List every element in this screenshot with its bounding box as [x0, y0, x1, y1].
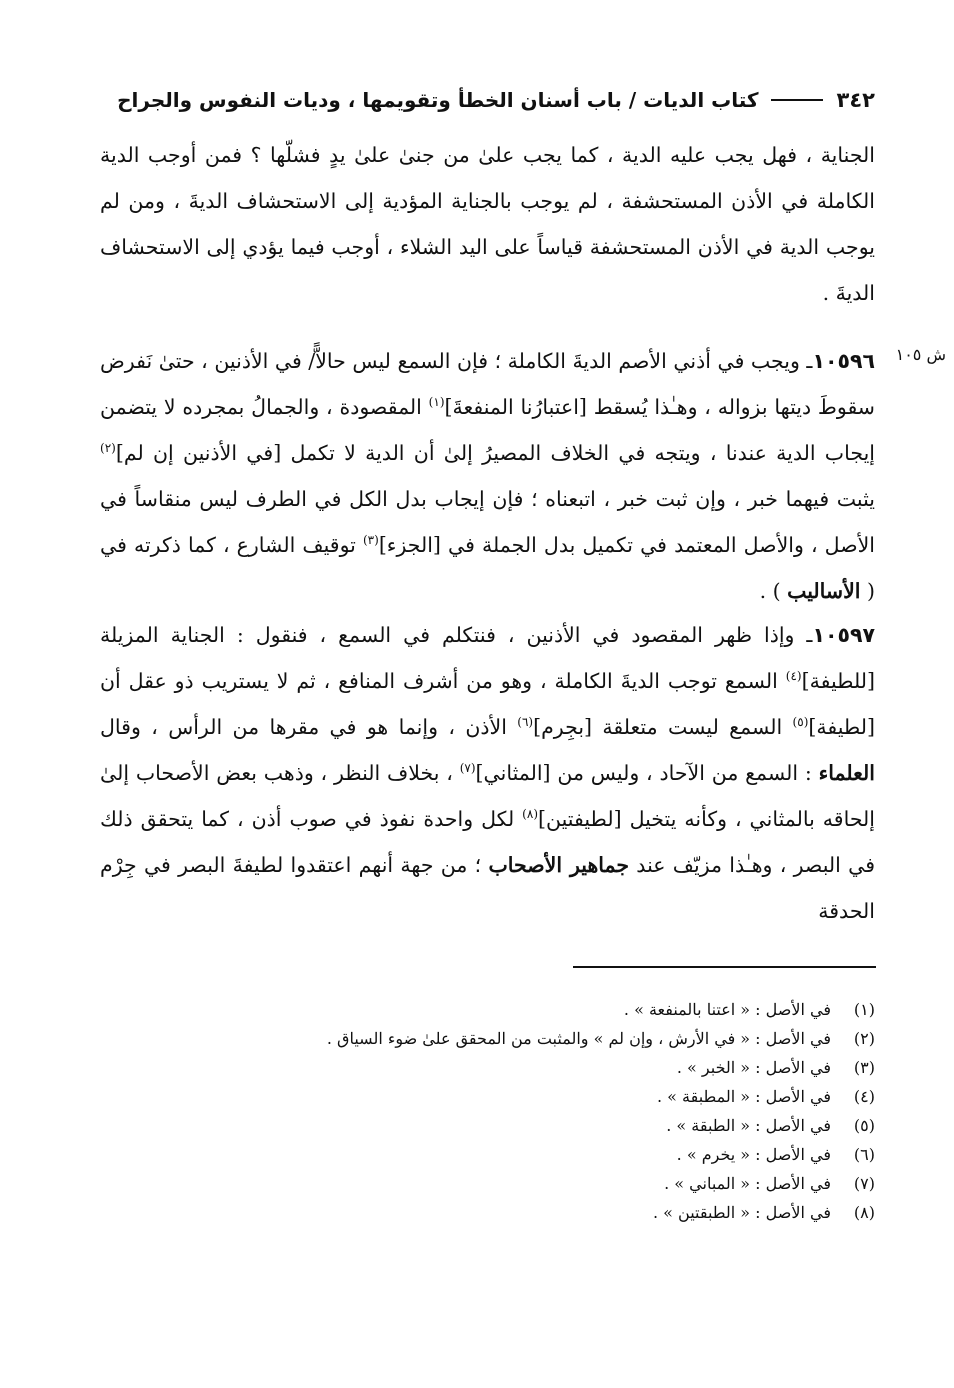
header-dash [771, 99, 823, 101]
text-segment: المقصودة ، والجمالُ بمجرده لا يتضمن إيجاب الدية عندنا ، ويتجه في الخلاف المصيرُ إلىٰ أن الدية لا تكمل [في الأذنين إن لم] [100, 395, 875, 465]
footnote-ref-3[interactable]: (٣) [362, 533, 379, 548]
footnote-text: في الأصل : « الطبقتين » . [652, 1203, 831, 1222]
text-segment: ، بخلاف النظر ، وذهب بعض الأصحاب إلىٰ إلحاقه بالمثاني ، وكأنه يتخيل [لطيفتين] [100, 761, 875, 831]
text-segment: ) . [759, 579, 788, 603]
text-segment: يثبت فيهما خبر ، وإن ثبت خبر ، اتبعناه ؛ فإن إيجاب بدل الكل في الطرف ليس منقاساً في الأصل ، والأصل المعتمد في تكميل بدل الجملة في [الجزء] [100, 487, 876, 557]
footnote-text: في الأصل : « المطبقة » . [656, 1087, 831, 1106]
footnote-item [100, 1024, 875, 1053]
footnote-item [100, 1053, 875, 1082]
paragraph-number: ١٠٥٩٧ [812, 623, 875, 647]
text-segment: ويجب في أذني الأصم الديةَ الكاملة ؛ فإن السمع ليس حالاًّ/ في الأذنين ، حتىٰ نَفرض سقوطَ ديتها بزواله ، وهـٰذا يُسقط [اعتبارُنا المنفعةَ] [100, 349, 875, 419]
footnote-item [100, 1082, 875, 1111]
footnote-ref-5[interactable]: (٥) [792, 715, 809, 730]
footnote-marker: (٧) [853, 1174, 875, 1193]
footnote-text: في الأصل : « في الأرش ، وإن لم » والمثبت من المحقق علىٰ ضوء السياق . [326, 1029, 831, 1048]
paragraph-number: ١٠٥٩٦ [812, 349, 875, 373]
text-segment: السمع ليست متعلقة [بجِرم] [533, 715, 793, 739]
footnote-item [100, 1198, 875, 1227]
footnotes-list [100, 995, 875, 1227]
running-title: كتاب الديات / باب أسنان الخطأ وتقويمها ، وديات النفوس والجراح [117, 88, 759, 112]
footnote-text: في الأصل : « اعتنا بالمنفعة » . [623, 1000, 831, 1019]
text-segment: ؛ من جهة أنهم اعتقدوا لطيفةَ البصر في جِرْم الحدقة [100, 853, 875, 923]
text-segment: توقيف الشارع ، كما ذكرته في ( [100, 533, 875, 603]
footnote-marker: (١) [853, 1000, 875, 1019]
text-segment: لكل واحدة نفوذ في صوب أذن ، كما يتحقق ذلك في البصر ، وهـٰذا مزيّف عند [100, 807, 875, 877]
bold-book-title: الأساليب [787, 579, 861, 603]
footnote-marker: (٨) [853, 1203, 875, 1222]
paragraph-10597: ١٠٥٩٧ـ وإذا ظهر المقصود في الأذنين ، فنتكلم في السمع ، فنقول : الجناية المزيلة [للطيفة]$^{(٤)}$ السمع توجب الديةَ الكاملة ، وهو من أشرف المنافع ، ثم لا يستريب ذو عقل أن [لطيفة]$^{(٥)}$ السمع ليست متعلقة [بجِرم]$^{(٦)}$ الأذن ، وإنما هو في مقرها من الرأس ، وقال العلماء : السمع من الآحاد ، وليس من [المثاني]$^{(٧)}$ ، بخلاف النظر ، وذهب بعض الأصحاب إلىٰ إلحاقه بالمثاني ، وكأنه يتخيل [لطيفتين]$^{(٨)}$ لكل واحدة نفوذ في صوب أذن ، كما يتحقق ذلك في البصر ، وهـٰذا مزيّف عند جماهير الأصحاب ؛ من جهة أنهم اعتقدوا لطيفةَ البصر في جِرْم الحدقة [100, 623, 875, 923]
bold-term: العلماء [818, 761, 875, 785]
text-segment: وإذا ظهر المقصود في الأذنين ، فنتكلم في السمع ، فنقول : الجناية المزيلة [للطيفة] [100, 623, 875, 693]
paragraph-continuation: الجناية ، فهل يجب عليه الدية ، كما يجب علىٰ من جنىٰ علىٰ يدٍ فشلّها ؟ فمن أوجب الدية الكاملة في الأذن المستحشفة ، لم يوجب بالجناية المؤدية إلى الاستحشاف الديةَ ، ومن لم يوجب الدية في الأذن المستحشفة قياساً على اليد الشلاء ، أوجب فيما يؤدي إلى الاستحشاف الديةَ . [100, 143, 875, 305]
footnote-ref-8[interactable]: (٨) [522, 807, 538, 822]
paragraph-10596: ١٠٥٩٦ـ ويجب في أذني الأصم الديةَ الكاملة ؛ فإن السمع ليس حالاًّ/ في الأذنين ، حتىٰ نَفرض سقوطَ ديتها بزواله ، وهـٰذا يُسقط [اعتبارُنا المنفعةَ]$^{(١)}$ المقصودة ، والجمالُ بمجرده لا يتضمن إيجاب الدية عندنا ، ويتجه في الخلاف المصيرُ إلىٰ أن الدية لا تكمل [في الأذنين إن لم]$^{(٢)}$ يثبت فيهما خبر ، وإن ثبت خبر ، اتبعناه ؛ فإن إيجاب بدل الكل في الطرف ليس منقاساً في الأصل ، والأصل المعتمد في تكميل بدل الجملة في [الجزء]$^{(٣)}$ توقيف الشارع ، كما ذكرته في ( الأساليب ) . [100, 349, 876, 603]
footnote-item [100, 1140, 875, 1169]
text-segment: السمع توجب الديةَ الكاملة ، وهو من أشرف المنافع ، ثم لا يستريب ذو عقل أن [لطيفة] [100, 669, 875, 739]
text-segment: : السمع من الآحاد ، وليس من [المثاني] [475, 761, 819, 785]
text-segment: الأذن ، وإنما هو في مقرها من الرأس ، وقال [100, 715, 518, 739]
margin-note: ش ١٠٥ [895, 345, 946, 364]
footnote-ref-2[interactable]: (٢) [100, 441, 116, 456]
footnote-text: في الأصل : « الخبر » . [676, 1058, 831, 1077]
footnote-marker: (٢) [853, 1029, 875, 1048]
running-header [100, 80, 875, 120]
footnote-ref-1[interactable]: (١) [428, 395, 445, 410]
footnote-marker: (٥) [853, 1116, 875, 1135]
bold-term: جماهير الأصحاب [488, 853, 630, 877]
footnote-text: في الأصل : « المباني » . [664, 1174, 831, 1193]
footnote-item [100, 1111, 875, 1140]
footnote-ref-4[interactable]: (٤) [785, 669, 802, 684]
footnote-marker: (٤) [853, 1087, 875, 1106]
footnote-marker: (٦) [853, 1145, 875, 1164]
footnote-item [100, 1169, 875, 1198]
page-number: ٣٤٢ [836, 88, 875, 112]
footnote-ref-6[interactable]: (٦) [517, 715, 534, 730]
footnote-text: في الأصل : « الطبقة » . [666, 1116, 831, 1135]
footnote-item [100, 995, 875, 1024]
footnote-ref-7[interactable]: (٧) [459, 761, 476, 776]
footnote-marker: (٣) [853, 1058, 875, 1077]
footnote-text: في الأصل : « يخرم » . [676, 1145, 831, 1164]
footnote-divider [573, 966, 876, 968]
